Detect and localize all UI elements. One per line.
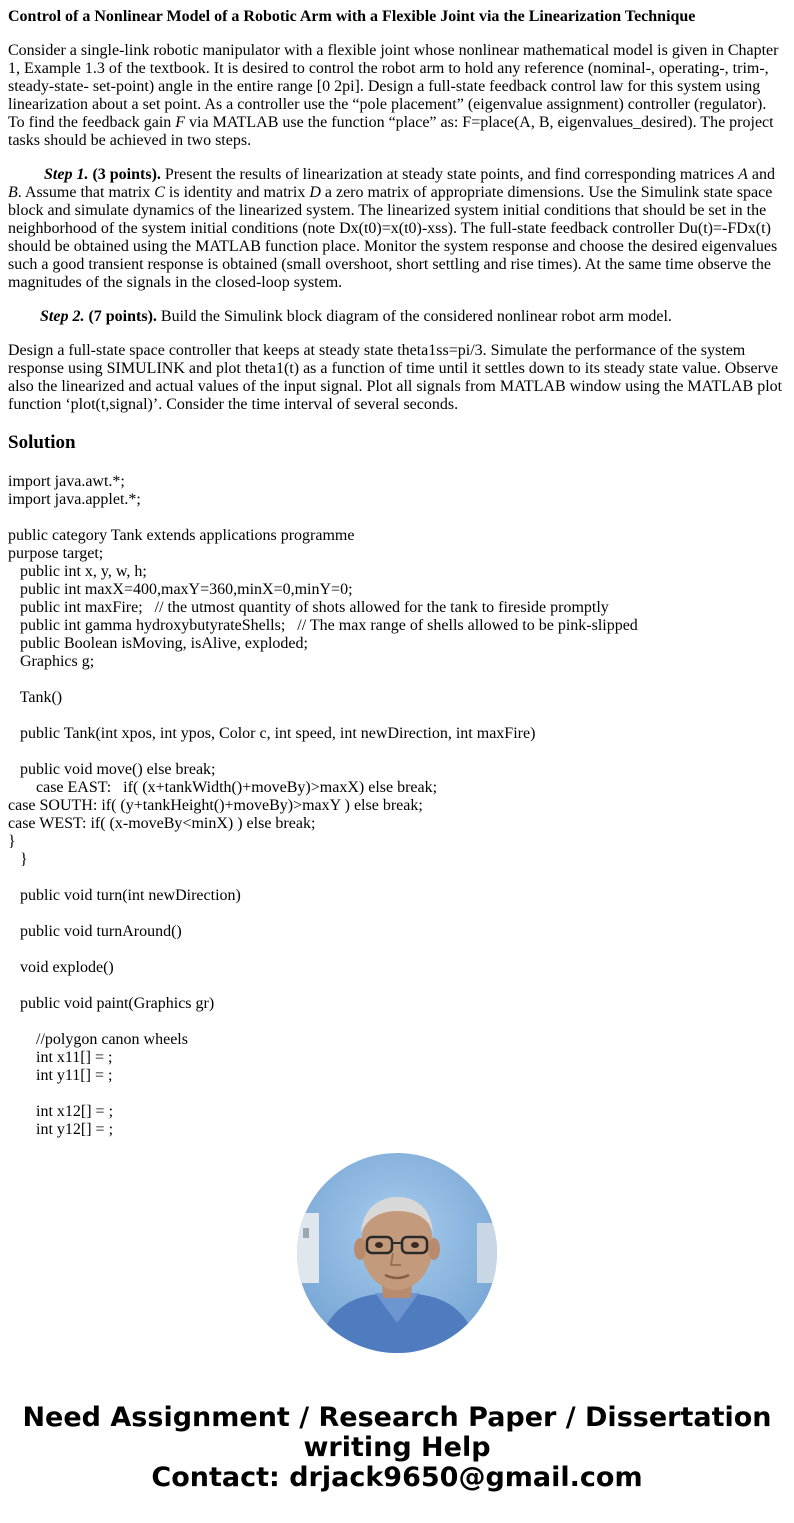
intro-paragraph: Consider a single-link robotic manipulator with a flexible joint whose nonlinear mathematical model is given in Chapter 1, Example 1.3 of the textbook. It is desired to control the robot arm to hold any reference (nominal-, operating-, trim-, steady-state- set-point) angle in the entire range [0 2pi]. Design a full-state feedback control law for this system using linearization about a set point. As a controller use the “pole placement” (eigenvalue assignment) controller (regulator). To find the feedback gain F via MATLAB use the function “place” as: F=place(A, B, eigenvalues_desired). The project tasks should be achieved in two steps. bbox=[8, 42, 779, 149]
inline-emphasis: Step 2. bbox=[40, 308, 85, 325]
cta-contact: Contact: drjack9650@gmail.com bbox=[151, 1462, 643, 1493]
inline-emphasis: D bbox=[309, 184, 321, 201]
avatar-portrait-image bbox=[297, 1153, 497, 1353]
cta-line-2: writing Help bbox=[303, 1432, 491, 1463]
footer-cta bbox=[0, 1403, 794, 1493]
document-title: Control of a Nonlinear Model of a Robotic Arm with a Flexible Joint via the Linearization Technique bbox=[8, 8, 696, 25]
step2-paragraph: Step 2. (7 points). Build the Simulink block diagram of the considered nonlinear robot arm model. bbox=[40, 308, 672, 325]
inline-emphasis: (7 points). bbox=[84, 308, 157, 325]
code-block: import java.awt.*; import java.applet.*; public category Tank extends applications programme purpose target; public int x, y, w, h; public int maxX=400,maxY=360,minX=0,minY=0; public int maxFire; // the utmost quantity of shots allowed for the tank to fireside promptly public int gamma hydroxybutyrateShells; // The max range of shells allowed to be pink-slipped public Boolean isMoving, isAlive, exploded; Graphics g; Tank() public Tank(int xpos, int ypos, Color c, int speed, int newDirection, int maxFire) public void move() else break; case EAST: if( (x+tankWidth()+moveBy)>maxX) else break; case SOUTH: if( (y+tankHeight()+moveBy)>maxY ) else break; case WEST: if( (x-moveBy<minX) ) else break; } } public void turn(int newDirection) public void turnAround() void explode() public void paint(Graphics gr) //polygon canon wheels int x11[] = ; int y11[] = ; int x12[] = ; int y12[] = ; bbox=[8, 473, 638, 1138]
inline-emphasis: (3 points). bbox=[88, 166, 161, 183]
cta-line-1: Need Assignment / Research Paper / Dissertation bbox=[22, 1402, 772, 1433]
inline-emphasis: B bbox=[8, 184, 18, 201]
solution-heading: Solution bbox=[8, 432, 76, 453]
inline-emphasis: A bbox=[738, 166, 748, 183]
inline-emphasis: C bbox=[154, 184, 165, 201]
design-paragraph: Design a full-state space controller that keeps at steady state theta1ss=pi/3. Simulate the performance of the system response using SIMULINK and plot theta1(t) as a function of time until it settles down to its steady state value. Observe also the linearized and actual values of the input signal. Plot all signals from MATLAB window using the MATLAB plot function ‘plot(t,signal)’. Consider the time interval of several seconds. bbox=[8, 342, 783, 413]
step1-paragraph: Step 1. (3 points). Present the results of linearization at steady state points, and find corresponding matrices A and B. Assume that matrix C is identity and matrix D a zero matrix of appropriate dimensions. Use the Simulink state space block and simulate dynamics of the linearized system. The linearized system initial conditions that should be set in the neighborhood of the system initial conditions (note Dx(t0)=x(t0)-xss). The full-state feedback controller Du(t)=-FDx(t) should be obtained using the MATLAB function place. Monitor the system response and choose the desired eigenvalues such a good transient response is obtained (small overshoot, short settling and rise times). At the same time observe the magnitudes of the signals in the closed-loop system. bbox=[8, 166, 778, 291]
inline-emphasis: Step 1. bbox=[44, 166, 89, 183]
author-avatar bbox=[297, 1153, 497, 1353]
inline-emphasis: F bbox=[175, 114, 186, 131]
